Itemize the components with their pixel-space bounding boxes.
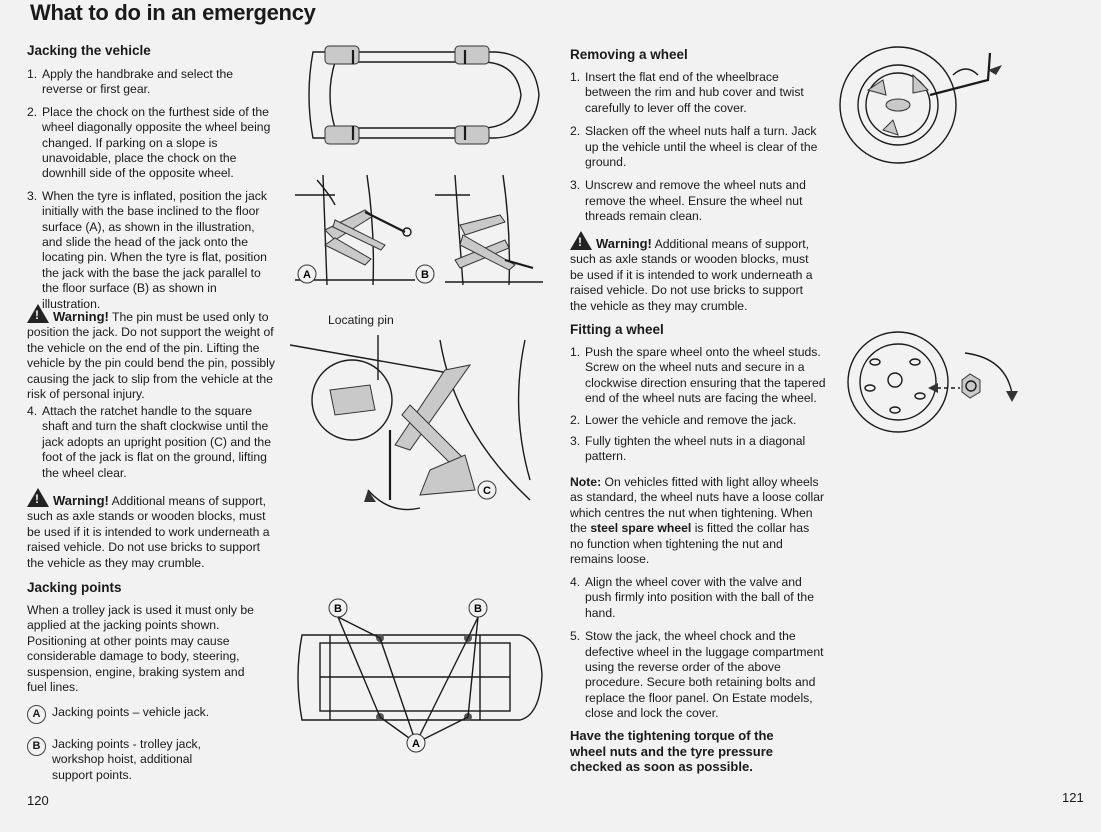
page-number-right: 121 (1062, 790, 1084, 805)
jacking-step-4 (27, 404, 275, 487)
page-number-left: 120 (27, 793, 49, 808)
label-b: B (421, 269, 429, 281)
jacking-points-figure (290, 595, 550, 760)
label-a: A (303, 269, 311, 281)
locating-pin-label: Locating pin (328, 313, 394, 327)
page-title: What to do in an emergency (30, 0, 316, 25)
removing-steps (570, 70, 822, 231)
legend-a: A Jacking points – vehicle jack. (27, 705, 257, 724)
list-item: 1. Insert the flat end of the wheelbrace between the rim and hub cover and twist carefully to lever off the cover. (570, 70, 804, 115)
list-item: 2. Lower the vehicle and remove the jack. (570, 412, 797, 427)
list-item: 3. When the tyre is inflated, position the jack initially with the base inclined to the floor surface (A), as shown in the illustration, and slide the head of the jack onto the locating pin. When the tyre is flat, position the jack with the base the jack parallel to the floor surface (B) as shown in illustration. (27, 188, 267, 311)
legend-key: A (27, 705, 46, 724)
list-item: 5. Stow the jack, the wheel chock and the defective wheel in the luggage compartment using the reverse order of the above procedure. Secure both retaining bolts and replace the floor panel. On Estate models, close and lock the cover. (570, 629, 824, 721)
warning-3: ! Warning! Additional means of support, such as axle stands or wooden blocks, must be used if it is intended to work underneath a raised vehicle. Do not use bricks to support the vehicle as they may crumble. (570, 231, 822, 314)
jack-positions-figure (295, 170, 545, 295)
list-item: 4. Align the wheel cover with the valve and push firmly into position with the ball of the hand. (570, 575, 814, 620)
wheelbrace-figure (838, 45, 1023, 175)
warning-2: ! Warning! Additional means of support, such as axle stands or wooden blocks, must be used if it is intended to work underneath a raised vehicle. Do not use bricks to support the vehicle as they may crumble. (27, 488, 275, 571)
label-b-underside-right: B (474, 603, 482, 615)
warning-1: ! Warning! The pin must be used only to position the jack. Do not support the weight of the vehicle on the end of the pin. Lifting the vehicle by the pin could bend the pin, possibly causing the jack to slip from the vehicle at the risk of personal injury. (27, 304, 275, 402)
list-item: 3. Unscrew and remove the wheel nuts and remove the wheel. Ensure the wheel nut threads remain clean. (570, 178, 806, 224)
list-item: 3. Fully tighten the wheel nuts in a diagonal pattern. (570, 434, 806, 464)
wheel-nut-figure (840, 328, 1025, 438)
label-b-underside: B (334, 603, 342, 615)
jacking-steps (27, 67, 275, 318)
warning-icon: ! (27, 488, 49, 507)
warning-icon: ! (27, 304, 49, 323)
final-note: Have the tightening torque of the wheel nuts and the tyre pressure checked as soon as possible. (570, 728, 774, 774)
removing-heading: Removing a wheel (570, 47, 688, 62)
label-a-underside: A (412, 738, 420, 750)
locating-pin-figure (290, 330, 545, 530)
list-item: 4. Attach the ratchet handle to the square shaft and turn the shaft clockwise until the jack adopts an upright position (C) and the foot of the jack is flat on the ground, lifting the wheel clear. (27, 404, 271, 480)
car-top-view-figure (295, 40, 545, 150)
fitting-heading: Fitting a wheel (570, 322, 664, 337)
list-item: 1. Apply the handbrake and select the reverse or first gear. (27, 67, 234, 97)
note: Note: On vehicles fitted with light alloy wheels as standard, the wheel nuts have a loose collar which centres the nut when tightening. When the steel spare wheel is fitted the collar has no function when tightening the nut and remains loose. (570, 475, 825, 567)
legend-b: B Jacking points - trolley jack, workshop hoist, additional support points. (27, 737, 227, 783)
jacking-heading: Jacking the vehicle (27, 43, 151, 58)
label-c: C (483, 485, 491, 497)
list-item: 1. Push the spare wheel onto the wheel studs. Screw on the wheel nuts and secure in a clockwise direction ensuring that the tapered end of the wheel nuts are facing the wheel. (570, 345, 826, 406)
warning-icon: ! (570, 231, 592, 250)
list-item: 2. Slacken off the wheel nuts half a turn. Jack up the vehicle until the wheel is clear of the ground. (570, 124, 818, 170)
list-item: 2. Place the chock on the furthest side of the wheel diagonally opposite the wheel being changed. If parking on a slope is unavoidable, place the chock on the downhill side of the opposite wheel. (27, 104, 271, 181)
fitting-steps (570, 345, 828, 471)
jacking-points-heading: Jacking points (27, 580, 122, 595)
fitting-steps-2 (570, 575, 825, 728)
legend-key: B (27, 737, 46, 756)
jacking-points-text: When a trolley jack is used it must only be applied at the jacking points shown. Positioning at other points may cause considerable damage to body, steering, suspension, engine, braking system and fuel lines. (27, 603, 254, 695)
